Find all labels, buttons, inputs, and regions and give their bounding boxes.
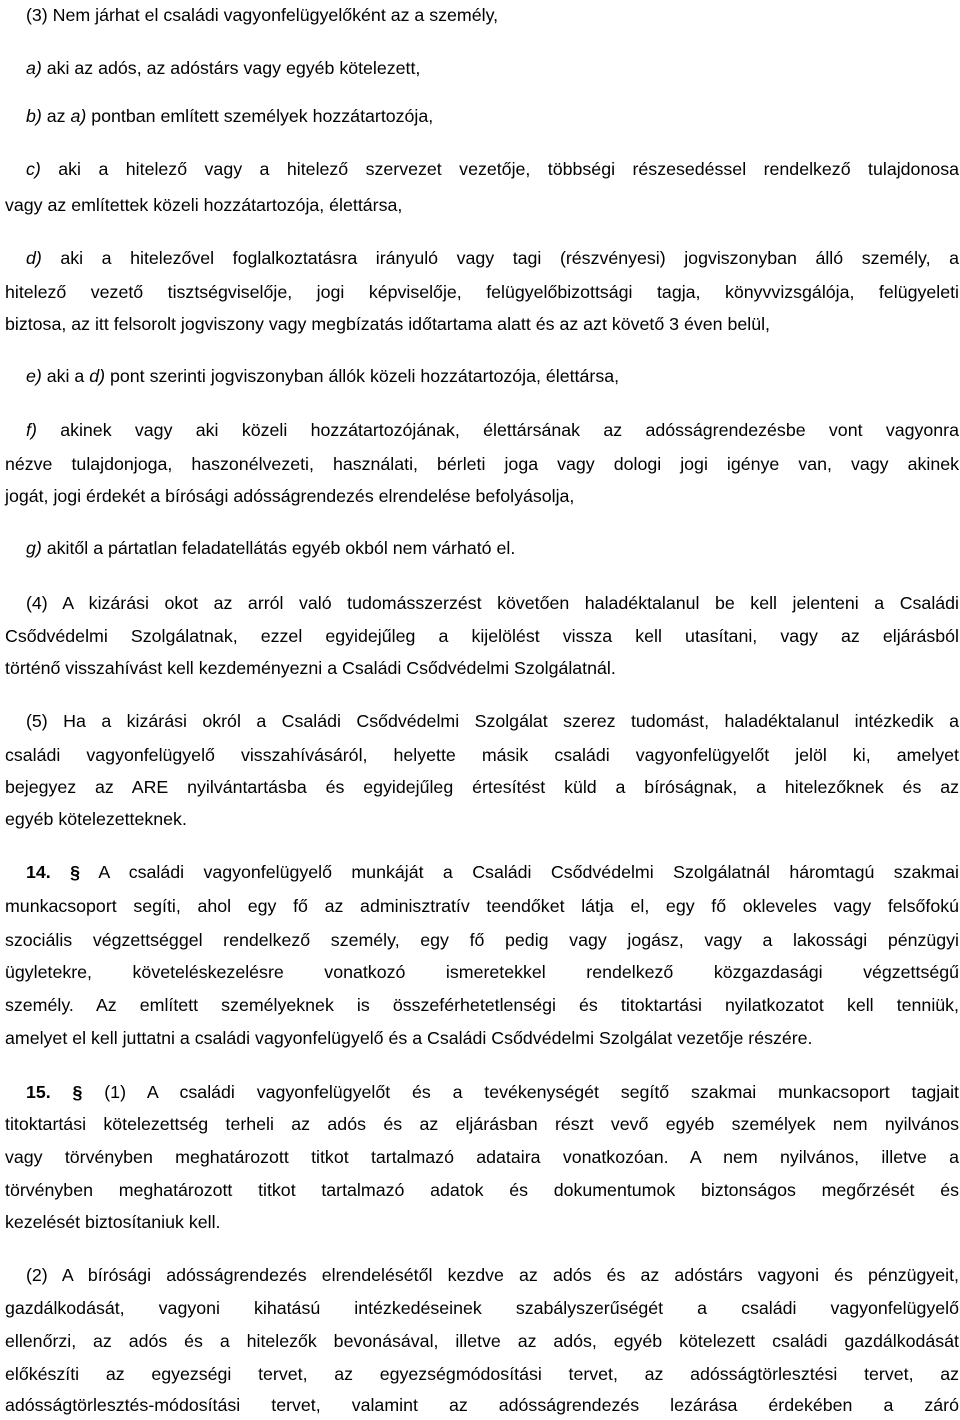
list-item-d: d) aki a hitelezővel foglalkoztatásra irányuló vagy tagi (részvényesi) jogviszonyban álló személy, a xyxy=(26,248,959,268)
item-marker: b) xyxy=(26,106,42,126)
paragraph-5: (5) Ha a kizárási okról a Családi Csődvédelmi Szolgálat szerez tudomást, haladéktalanul intézkedik a xyxy=(26,711,959,731)
list-item-g: g) akitől a pártatlan feladatellátás egyéb okból nem várható el. xyxy=(26,538,516,558)
list-item-d-cont: biztosa, az itt felsorolt jogviszony vagy megbízatás időtartama alatt és az azt követő 3 éven belül, xyxy=(5,314,770,334)
paragraph-5-cont: bejegyez az ARE nyilvántartásba és egyidejűleg értesítést küld a bíróságnak, a hitelezőknek és az xyxy=(5,777,959,797)
paragraph-4-cont: Csődvédelmi Szolgálatnak, ezzel egyidejűleg a kijelölést vissza kell utasítani, vagy az eljárásból xyxy=(5,626,959,646)
item-marker: f) xyxy=(26,420,37,440)
section-15-paragraph-2-cont: adósságtörlesztés-módosítási tervet, valamint az adósságrendezés lezárása érdekében a záró xyxy=(5,1395,959,1415)
list-item-a: a) aki az adós, az adóstárs vagy egyéb kötelezett, xyxy=(26,58,421,78)
paragraph-4: (4) A kizárási okot az arról való tudomásszerzést követően haladéktalanul be kell jelenteni a Családi xyxy=(26,593,959,613)
list-item-e: e) aki a d) pont szerinti jogviszonyban állók közeli hozzátartozója, élettársa, xyxy=(26,366,620,386)
list-item-f-cont: jogát, jogi érdekét a bírósági adósságrendezés elrendelése befolyásolja, xyxy=(5,486,575,506)
section-15-paragraph-2-cont: ellenőrzi, az adós és a hitelezők bevonásával, illetve az adós, egyéb kötelezett családi gazdálkodását xyxy=(5,1331,959,1351)
section-number: 15. § xyxy=(26,1082,83,1102)
section-15-cont: vagy törvényben meghatározott titkot tartalmazó adataira vonatkozóan. A nem nyilvános, illetve a xyxy=(5,1147,959,1167)
paragraph-5-cont: egyéb kötelezetteknek. xyxy=(5,809,187,829)
section-15-cont: kezelését biztosítaniuk kell. xyxy=(5,1212,221,1232)
list-item-d-cont: hitelező vezető tisztségviselője, jogi képviselője, felügyelőbizottsági tagja, könyvvizsgálója, felügyeleti xyxy=(5,282,959,302)
paragraph-3-intro: (3) Nem járhat el családi vagyonfelügyelőként az a személy, xyxy=(26,5,499,25)
paragraph-5-cont: családi vagyonfelügyelő visszahívásáról, helyette másik családi vagyonfelügyelőt jelöl ki, amelyet xyxy=(5,745,959,765)
item-marker: c) xyxy=(26,159,41,179)
paragraph-4-cont: történő visszahívást kell kezdeményezni a Családi Csődvédelmi Szolgálatnál. xyxy=(5,658,616,678)
item-marker: d) xyxy=(26,248,42,268)
section-14-cont: ügyletekre, követeléskezelésre vonatkozó ismeretekkel rendelkező közgazdasági végzettségű xyxy=(5,962,959,982)
section-15-paragraph-2-cont: gazdálkodását, vagyoni kihatású intézkedéseinek szabályszerűségét a családi vagyonfelügyelő xyxy=(5,1298,959,1318)
section-15: 15. § (1) A családi vagyonfelügyelőt és a tevékenységét segítő szakmai munkacsoport tagjait xyxy=(26,1082,959,1102)
item-marker: e) xyxy=(26,366,42,386)
section-15-paragraph-2: (2) A bírósági adósságrendezés elrendelésétől kezdve az adós és az adóstárs vagyoni és pénzügyeit, xyxy=(26,1265,959,1285)
section-14-cont: amelyet el kell juttatni a családi vagyonfelügyelő és a Családi Csődvédelmi Szolgálat vezetője részére. xyxy=(5,1028,813,1048)
list-item-c: c) aki a hitelező vagy a hitelező szervezet vezetője, többségi részesedéssel rendelkező tulajdonosa xyxy=(26,159,959,179)
item-marker: g) xyxy=(26,538,42,558)
section-15-cont: törvényben meghatározott titkot tartalmazó adatok és dokumentumok biztonságos megőrzését és xyxy=(5,1180,959,1200)
section-number: 14. § xyxy=(26,862,81,882)
item-marker: a) xyxy=(26,58,42,78)
section-14-cont: személy. Az említett személyeknek is összeférhetetlenségi és titoktartási nyilatkozatot kell tenniük, xyxy=(5,995,959,1015)
section-15-cont: titoktartási kötelezettség terheli az adós és az eljárásban részt vevő egyéb személyek nem nyilvános xyxy=(5,1114,959,1134)
section-15-paragraph-2-cont: előkészíti az egyezségi tervet, az egyezségmódosítási tervet, az adósságtörlesztési tervet, az xyxy=(5,1364,959,1384)
section-14-cont: szociális végzettséggel rendelkező személy, egy fő pedig vagy jogász, vagy a lakossági pénzügyi xyxy=(5,930,959,950)
list-item-f-cont: nézve tulajdonjoga, haszonélvezeti, használati, bérleti joga vagy dologi jogi igénye van, vagy akinek xyxy=(5,454,959,474)
list-item-b: b) az a) pontban említett személyek hozzátartozója, xyxy=(26,106,434,126)
section-14: 14. § A családi vagyonfelügyelő munkáját a Családi Csődvédelmi Szolgálatnál háromtagú szakmai xyxy=(26,862,959,882)
section-14-cont: munkacsoport segíti, ahol egy fő az adminisztratív teendőket látja el, egy fő okleveles vagy felsőfokú xyxy=(5,896,959,916)
list-item-c-cont: vagy az említettek közeli hozzátartozója, élettársa, xyxy=(5,195,403,215)
list-item-f: f) akinek vagy aki közeli hozzátartozójának, élettársának az adósságrendezésbe vont vagyonra xyxy=(26,420,959,440)
